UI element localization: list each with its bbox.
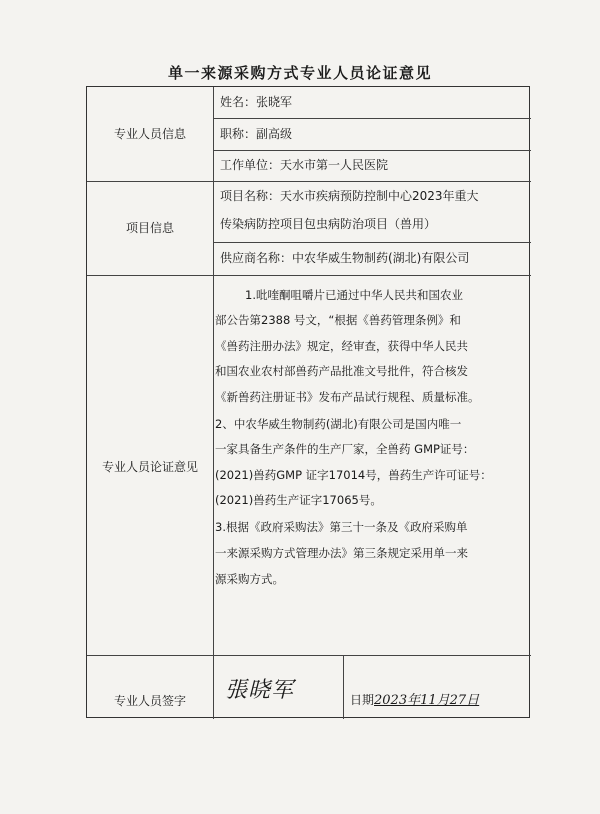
supplier-name: 供应商名称：中农华威生物制药(湖北)有限公司 bbox=[220, 251, 470, 265]
expert-title-rank: 职称：副高级 bbox=[220, 127, 293, 141]
opinion-line: (2021)兽药GMP 证字17014号，兽药生产许可证号： bbox=[215, 468, 492, 482]
expert-info-label: 专业人员信息 bbox=[113, 127, 186, 141]
signature-label: 专业人员签字 bbox=[113, 694, 186, 708]
opinion-line: (2021)兽药生产证字17065号。 bbox=[215, 493, 382, 507]
signature-date-divider bbox=[343, 655, 344, 719]
opinion-line: 部公告第2388 号文，“根据《兽药管理条例》和 bbox=[215, 313, 461, 327]
opinion-line: 和国农业农村部兽药产品批准文号批件，符合核发 bbox=[215, 364, 468, 378]
opinion-line: 《新兽药注册证书》发布产品试行规程、质量标准。 bbox=[215, 390, 480, 404]
opinion-line: 一家具备生产条件的生产厂家，全兽药 GMP证号： bbox=[215, 442, 475, 456]
opinion-label: 专业人员论证意见 bbox=[101, 460, 198, 474]
section-divider bbox=[87, 181, 531, 182]
opinion-line: 源采购方式。 bbox=[215, 572, 284, 586]
section-divider bbox=[87, 655, 531, 656]
row-divider bbox=[213, 150, 531, 151]
opinion-line: 一来源采购方式管理办法》第三条规定采用单一来 bbox=[215, 546, 468, 560]
expert-name: 姓名：张晓军 bbox=[220, 95, 293, 109]
opinion-line: 1.吡喹酮咀嚼片已通过中华人民共和国农业 bbox=[245, 288, 463, 302]
handwritten-signature: 張晓军 bbox=[225, 678, 295, 703]
opinion-line: 3.根据《政府采购法》第三十一条及《政府采购单 bbox=[215, 520, 468, 534]
page-title: 单一来源采购方式专业人员论证意见 bbox=[167, 64, 432, 82]
date-label: 日期 bbox=[350, 693, 375, 707]
expert-workplace: 工作单位：天水市第一人民医院 bbox=[220, 158, 389, 172]
project-info-label: 项目信息 bbox=[125, 221, 174, 235]
opinion-line: 2、中农华威生物制药(湖北)有限公司是国内唯一 bbox=[215, 417, 462, 431]
row-divider bbox=[213, 118, 531, 119]
opinion-form-table bbox=[86, 86, 530, 718]
section-divider bbox=[87, 275, 531, 276]
project-name-line1: 项目名称：天水市疾病预防控制中心2023年重大 bbox=[220, 189, 479, 203]
opinion-line: 《兽药注册办法》规定，经审查，获得中华人民共 bbox=[215, 339, 468, 353]
signature-date bbox=[350, 691, 479, 710]
handwritten-date: 2023年11月27日 bbox=[374, 693, 480, 708]
row-divider bbox=[213, 242, 531, 243]
project-name-line2: 传染病防控项目包虫病防治项目（兽用） bbox=[220, 217, 437, 231]
